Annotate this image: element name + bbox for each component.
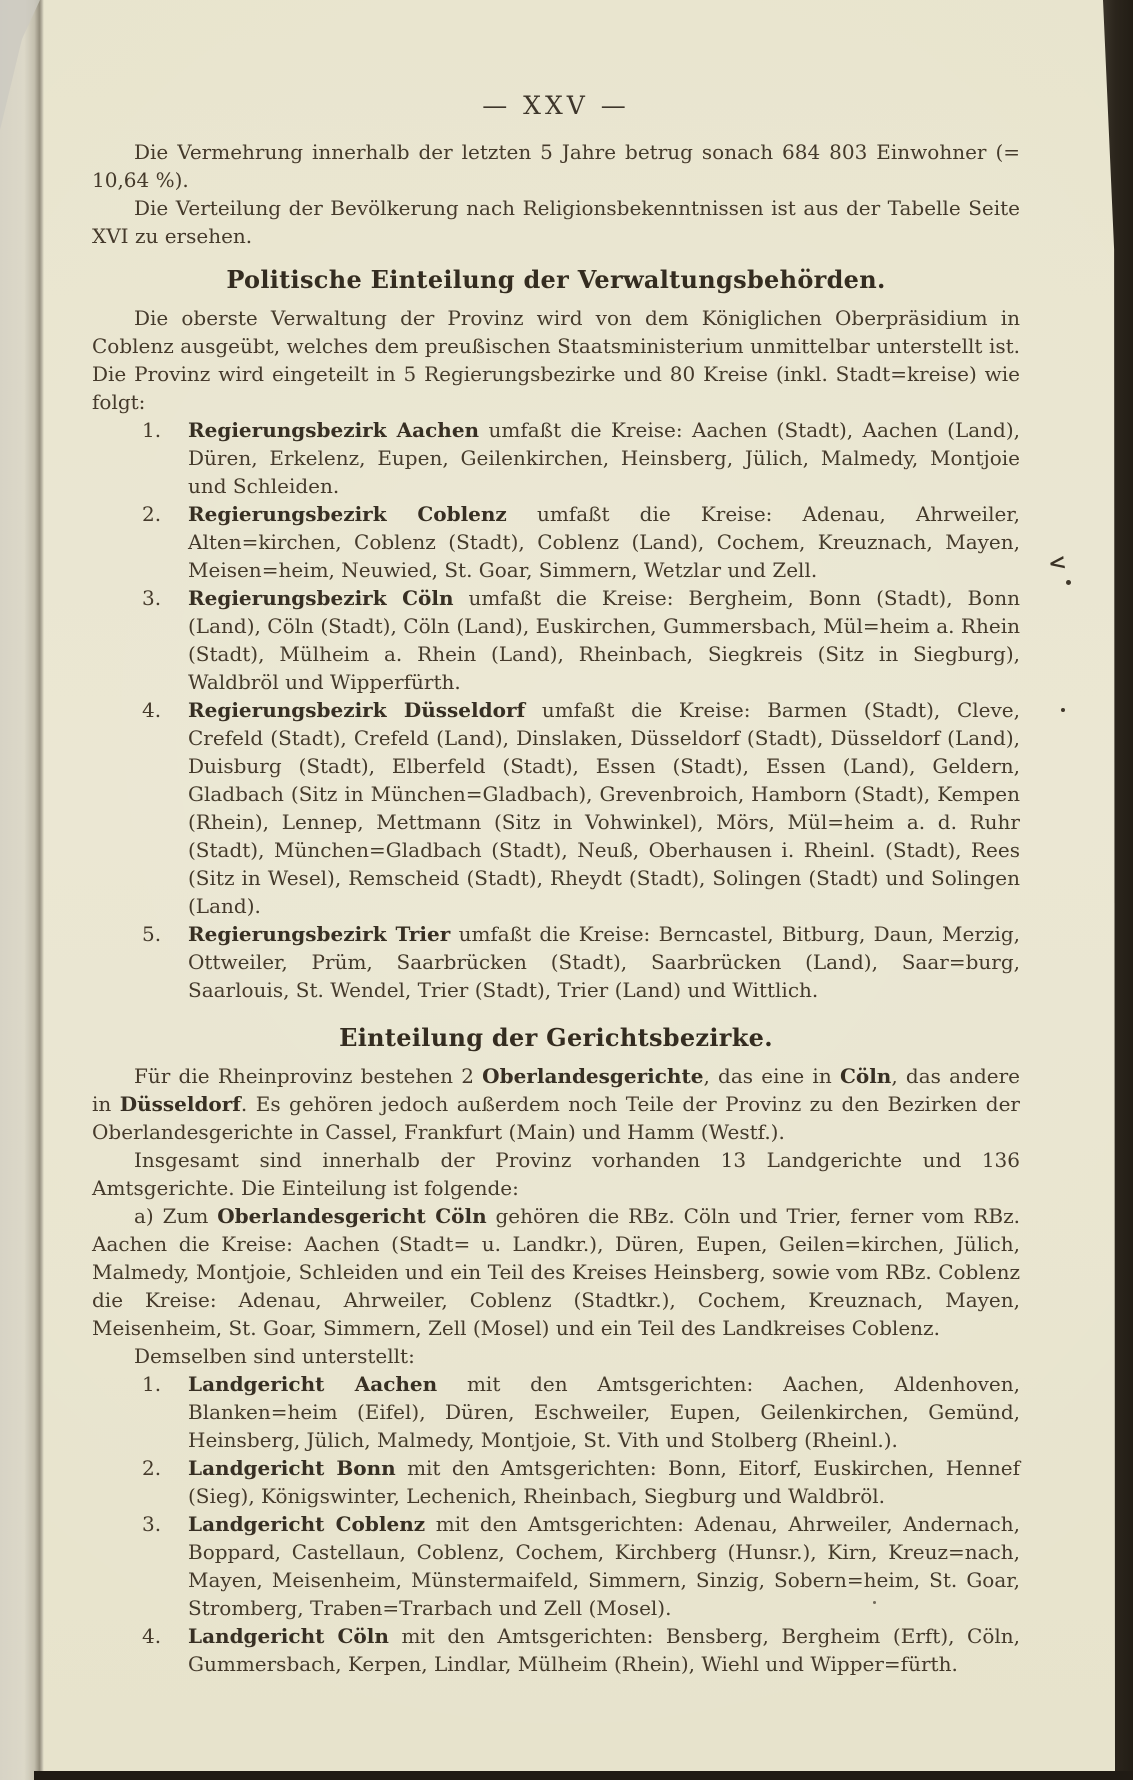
court-title: Landgericht Bonn: [188, 1456, 396, 1480]
item-number: 4.: [142, 698, 162, 722]
district-title: Regierungsbezirk Aachen: [188, 418, 480, 442]
intro-paragraph-religion: Die Verteilung der Bevölkerung nach Religionsbekenntnissen ist aus der Tabelle Seite XVI zu ersehen.: [92, 196, 1020, 248]
district-body: umfaßt die Kreise: Barmen (Stadt), Cleve, Crefeld (Stadt), Crefeld (Land), Dinslaken, Düsseldorf (Stadt), Düsseldorf (Land), Duisburg (Stadt), Elberfeld (Stadt), Essen (Stadt), Essen (Land), Geldern, Gladbach (Sitz in München=Gladbach), Grevenbroich, Hamborn (Stadt), Kempen (Rhein), Lennep, Mettmann (Sitz in Vohwinkel), Mörs, Mül=heim a. d. Ruhr (Stadt), München=Gladbach (Stadt), Neuß, Oberhausen i. Rheinl. (Stadt), Rees (Sitz in Wesel), Remscheid (Stadt), Rheydt (Stadt), Solingen (Stadt) und Solingen (Land).: [188, 698, 1021, 918]
item-number: 1.: [142, 418, 162, 442]
book-edge-right: [1103, 0, 1133, 1780]
district-item: [92, 696, 1020, 920]
district-item: [92, 584, 1020, 696]
item-number: 3.: [142, 1512, 162, 1536]
district-title: Regierungsbezirk Coblenz: [188, 502, 507, 526]
district-body: umfaßt die Kreise: Bergheim, Bonn (Stadt), Bonn (Land), Cöln (Stadt), Cöln (Land), Euskirchen, Gummersbach, Mül=heim a. Rhein (Stadt), Mülheim a. Rhein (Land), Rheinbach, Siegkreis (Sitz in Siegburg), Waldbröl und Wipperfürth.: [188, 586, 1021, 694]
section-heading-administration: Politische Einteilung der Verwaltungsbehörden.: [226, 265, 886, 294]
ink-spot: [1066, 580, 1071, 585]
district-body: umfaßt die Kreise: Aachen (Stadt), Aachen (Land), Düren, Erkelenz, Eupen, Geilenkirchen, Heinsberg, Jülich, Malmedy, Montjoie und Schleiden.: [188, 418, 1021, 498]
district-list: [92, 416, 1020, 1004]
item-number: 4.: [142, 1624, 162, 1648]
district-item: [92, 920, 1020, 1004]
district-item: [92, 500, 1020, 584]
court-list: [92, 1370, 1020, 1678]
item-number: 2.: [142, 502, 162, 526]
item-number: 2.: [142, 1456, 162, 1480]
court-item: [92, 1510, 1020, 1622]
book-edge-bottom: [34, 1771, 1133, 1780]
admin-lead-paragraph: Die oberste Verwaltung der Provinz wird von dem Königlichen Oberpräsidium in Coblenz ausgeübt, welches dem preußischen Staatsministerium unmittelbar unterstellt ist. Die Provinz wird eingeteilt in 5 Regierungsbezirke und 80 Kreise (inkl. Stadt=kreise) wie folgt:: [92, 306, 1020, 414]
district-item: [92, 416, 1020, 500]
margin-ink-mark: <: [1046, 548, 1069, 578]
court-item: [92, 1454, 1020, 1510]
district-body: umfaßt die Kreise: Adenau, Ahrweiler, Alten=kirchen, Coblenz (Stadt), Coblenz (Land), Cochem, Kreuznach, Mayen, Meisen=heim, Neuwied, St. Goar, Simmern, Wetzlar und Zell.: [188, 502, 1021, 582]
court-body: mit den Amtsgerichten: Adenau, Ahrweiler, Andernach, Boppard, Castellaun, Coblenz, Cochem, Kirchberg (Hunsr.), Kirn, Kreuz=nach, Mayen, Meisenheim, Münstermaifeld, Simmern, Sinzig, Sobern=heim, St. Goar, Stromberg, Traben=Trarbach und Zell (Mosel).: [188, 1512, 1020, 1620]
court-body: mit den Amtsgerichten: Aachen, Aldenhoven, Blanken=heim (Eifel), Düren, Eschweiler, Eupen, Geilenkirchen, Gemünd, Heinsberg, Jülich, Malmedy, Montjoie, St. Vith und Stolberg (Rheinl.).: [188, 1372, 1021, 1452]
district-title: Regierungsbezirk Düsseldorf: [188, 698, 526, 722]
page-number: — XXV —: [482, 91, 630, 120]
court-title: Landgericht Aachen: [188, 1372, 438, 1396]
intro-paragraph-growth: Die Vermehrung innerhalb der letzten 5 Jahre betrug sonach 684 803 Einwohner (= 10,64 %).: [92, 140, 1020, 192]
court-title: Landgericht Cöln: [188, 1624, 389, 1648]
district-body: umfaßt die Kreise: Berncastel, Bitburg, Daun, Merzig, Ottweiler, Prüm, Saarbrücken (Stadt), Saarbrücken (Land), Saar=burg, Saarlouis, St. Wendel, Trier (Stadt), Trier (Land) und Wittlich.: [188, 922, 1020, 1002]
courts-lead-paragraph: Für die Rheinprovinz bestehen 2 Oberlandesgerichte, das eine in Cöln, das andere in Düsseldorf. Es gehören jedoch außerdem noch Teile der Provinz zu den Bezirken der Oberlandesgerichte in Cassel, Frankfurt (Main) und Hamm (Westf.).: [92, 1064, 1020, 1144]
item-number: 5.: [142, 922, 162, 946]
olg-coeln-paragraph: a) Zum Oberlandesgericht Cöln gehören die RBz. Cöln und Trier, ferner vom RBz. Aachen die Kreise: Aachen (Stadt= u. Landkr.), Düren, Eupen, Geilen=kirchen, Jülich, Malmedy, Montjoie, Schleiden und ein Teil des Kreises Heinsberg, sowie vom RBz. Coblenz die Kreise: Adenau, Ahrweiler, Coblenz (Stadtkr.), Cochem, Kreuznach, Mayen, Meisenheim, St. Goar, Simmern, Zell (Mosel) und ein Teil des Landkreises Coblenz.: [92, 1204, 1020, 1340]
district-title: Regierungsbezirk Cöln: [188, 586, 454, 610]
ink-spot: [1061, 708, 1065, 712]
court-item: [92, 1370, 1020, 1454]
court-body: mit den Amtsgerichten: Bonn, Eitorf, Euskirchen, Hennef (Sieg), Königswinter, Lechenich, Rheinbach, Siegburg und Waldbröl.: [188, 1456, 1020, 1508]
binding-gutter: [0, 0, 44, 1780]
section-heading-courts: Einteilung der Gerichtsbezirke.: [339, 1023, 773, 1052]
subordinate-intro: Demselben sind unterstellt:: [134, 1344, 415, 1368]
district-title: Regierungsbezirk Trier: [188, 922, 451, 946]
item-number: 3.: [142, 586, 162, 610]
court-item: [92, 1622, 1020, 1678]
court-title: Landgericht Coblenz: [188, 1512, 426, 1536]
item-number: 1.: [142, 1372, 162, 1396]
courts-summary-paragraph: Insgesamt sind innerhalb der Provinz vorhanden 13 Landgerichte und 136 Amtsgerichte. Die Einteilung ist folgende:: [92, 1148, 1020, 1200]
page-content: [92, 92, 1020, 1678]
court-body: mit den Amtsgerichten: Bensberg, Bergheim (Erft), Cöln, Gummersbach, Kerpen, Lindlar, Mülheim (Rhein), Wiehl und Wipper=fürth.: [188, 1624, 1020, 1676]
